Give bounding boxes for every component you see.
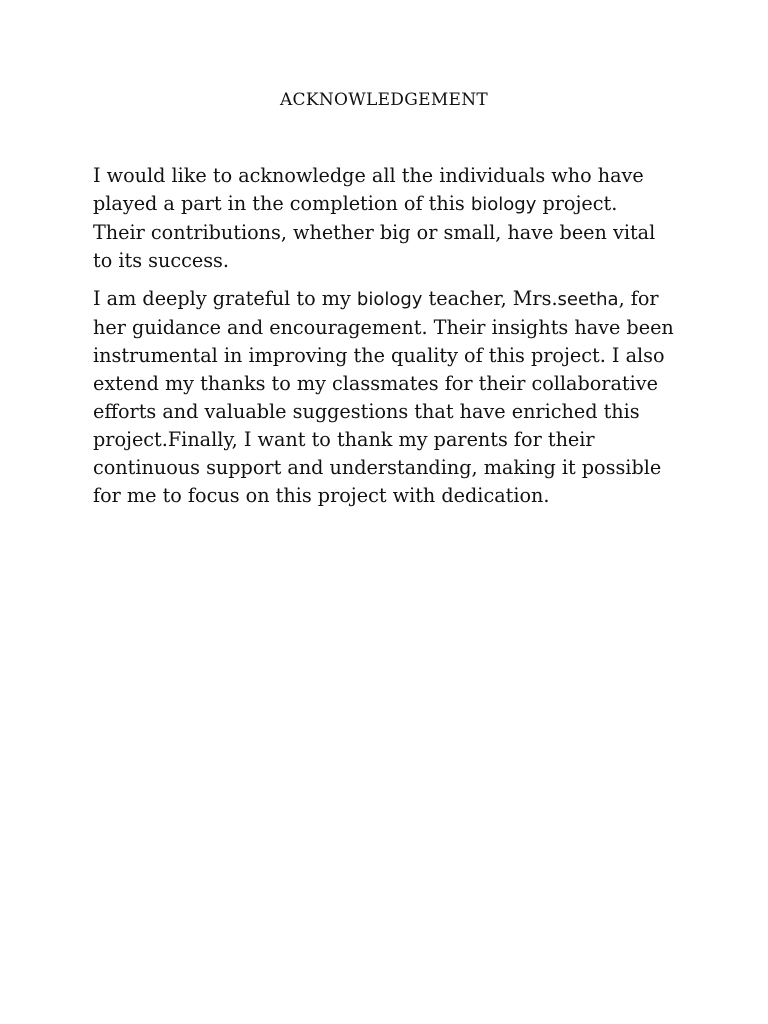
text-run: I am deeply grateful to my <box>93 287 357 310</box>
paragraph-line <box>93 454 693 482</box>
paragraph-line <box>93 247 693 275</box>
text-run-sans: seetha <box>557 289 619 310</box>
paragraph-line <box>93 370 693 398</box>
paragraph-line <box>93 285 693 314</box>
paragraph-1 <box>93 162 693 275</box>
text-run: Their contributions, whether big or small, have been vital <box>93 221 656 244</box>
text-run-sans: biology <box>470 194 537 215</box>
paragraph-line <box>93 162 693 190</box>
text-run: extend my thanks to my classmates for their collaborative <box>93 372 658 395</box>
text-run: efforts and valuable suggestions that have enriched this <box>93 400 640 423</box>
text-run: her guidance and encouragement. Their insights have been <box>93 316 674 339</box>
paragraph-line <box>93 342 693 370</box>
text-run: continuous support and understanding, making it possible <box>93 456 662 479</box>
paragraph-line <box>93 426 693 454</box>
text-run: project. <box>536 192 618 215</box>
text-run: instrumental in improving the quality of this project. I also <box>93 344 665 367</box>
text-run: played a part in the completion of this <box>93 192 471 215</box>
paragraph-line <box>93 398 693 426</box>
text-run: teacher, Mrs. <box>422 287 558 310</box>
paragraph-line <box>93 190 693 219</box>
text-run: project.Finally, I want to thank my parents for their <box>93 428 595 451</box>
paragraph-line <box>93 482 693 510</box>
text-run: I would like to acknowledge all the individuals who have <box>93 164 644 187</box>
text-run: to its success. <box>93 249 229 272</box>
text-run: for me to focus on this project with dedication. <box>93 484 550 507</box>
document-title: ACKNOWLEDGEMENT <box>279 90 489 110</box>
paragraph-line <box>93 314 693 342</box>
paragraph-2 <box>93 285 693 510</box>
text-run-sans: biology <box>356 289 423 310</box>
paragraph-line <box>93 219 693 247</box>
text-run: , for <box>618 287 659 310</box>
